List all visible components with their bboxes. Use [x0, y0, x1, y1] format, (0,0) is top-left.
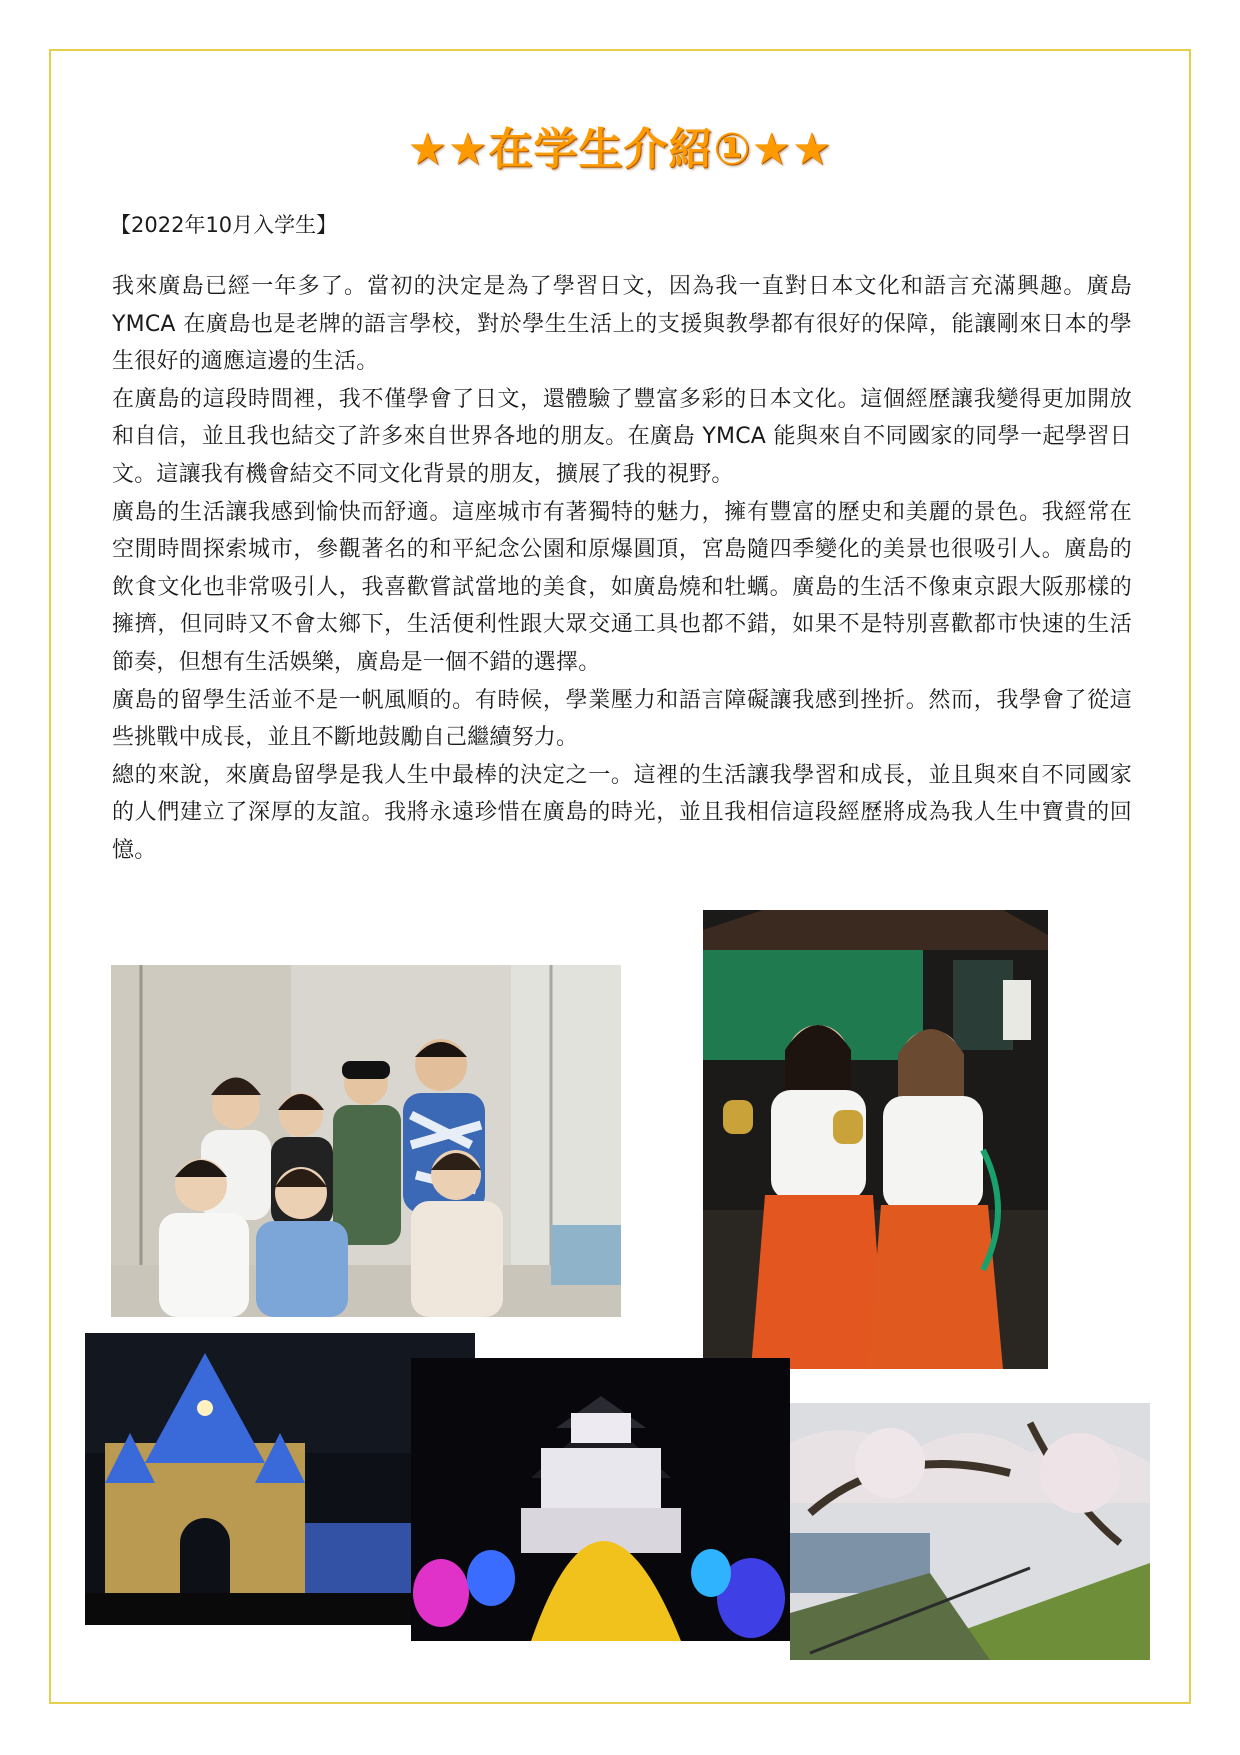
page-title: ★★在学生介紹①★★: [407, 124, 833, 175]
cherry-blossom-photo: [790, 1403, 1150, 1660]
paragraph: 我來廣島已經一年多了。當初的決定是為了學習日文，因為我一直對日本文化和語言充滿興趣。廣島 YMCA 在廣島也是老牌的語言學校，對於學生生活上的支援與教學都有很好的保障，能讓剛來日本的學生很好的適應這邊的生活。: [112, 274, 1132, 375]
paragraph: 總的來說，來廣島留學是我人生中最棒的決定之一。這裡的生活讓我學習和成長，並且與來自不同國家的人們建立了深厚的友誼。我將永遠珍惜在廣島的時光，並且我相信這段經歷將成為我人生中寶貴的回憶。: [112, 762, 1132, 863]
paragraph: 廣島的留學生活並不是一帆風順的。有時候，學業壓力和語言障礙讓我感到挫折。然而，我學會了從這些挑戰中成長，並且不斷地鼓勵自己繼續努力。: [112, 687, 1132, 751]
castle-photo: [411, 1358, 790, 1641]
paragraph: 在廣島的這段時間裡，我不僅學會了日文，還體驗了豐富多彩的日本文化。這個經歷讓我變得更加開放和自信，並且我也結交了許多來自世界各地的朋友。在廣島 YMCA 能與來自不同國家的同學一起學習日文。這讓我有機會結交不同文化背景的朋友，擴展了我的視野。: [112, 386, 1132, 487]
group-photo: [111, 965, 621, 1317]
shrine-maidens-photo: [703, 910, 1048, 1369]
paragraph: 廣島的生活讓我感到愉快而舒適。這座城市有著獨特的魅力，擁有豐富的歷史和美麗的景色。我經常在空閒時間探索城市，參觀著名的和平紀念公園和原爆圓頂，宮島隨四季變化的美景也很吸引人。廣島的飲食文化也非常吸引人，我喜歡嘗試當地的美食，如廣島燒和牡蠣。廣島的生活不像東京跟大阪那樣的擁擠，但同時又不會太鄉下，生活便利性跟大眾交通工具也都不錯，如果不是特別喜歡都市快速的生活節奏，但想有生活娛樂，廣島是一個不錯的選擇。: [112, 499, 1132, 675]
testimonial-body: [112, 268, 1132, 870]
intake-label: 【2022年10月入学生】: [110, 213, 338, 237]
